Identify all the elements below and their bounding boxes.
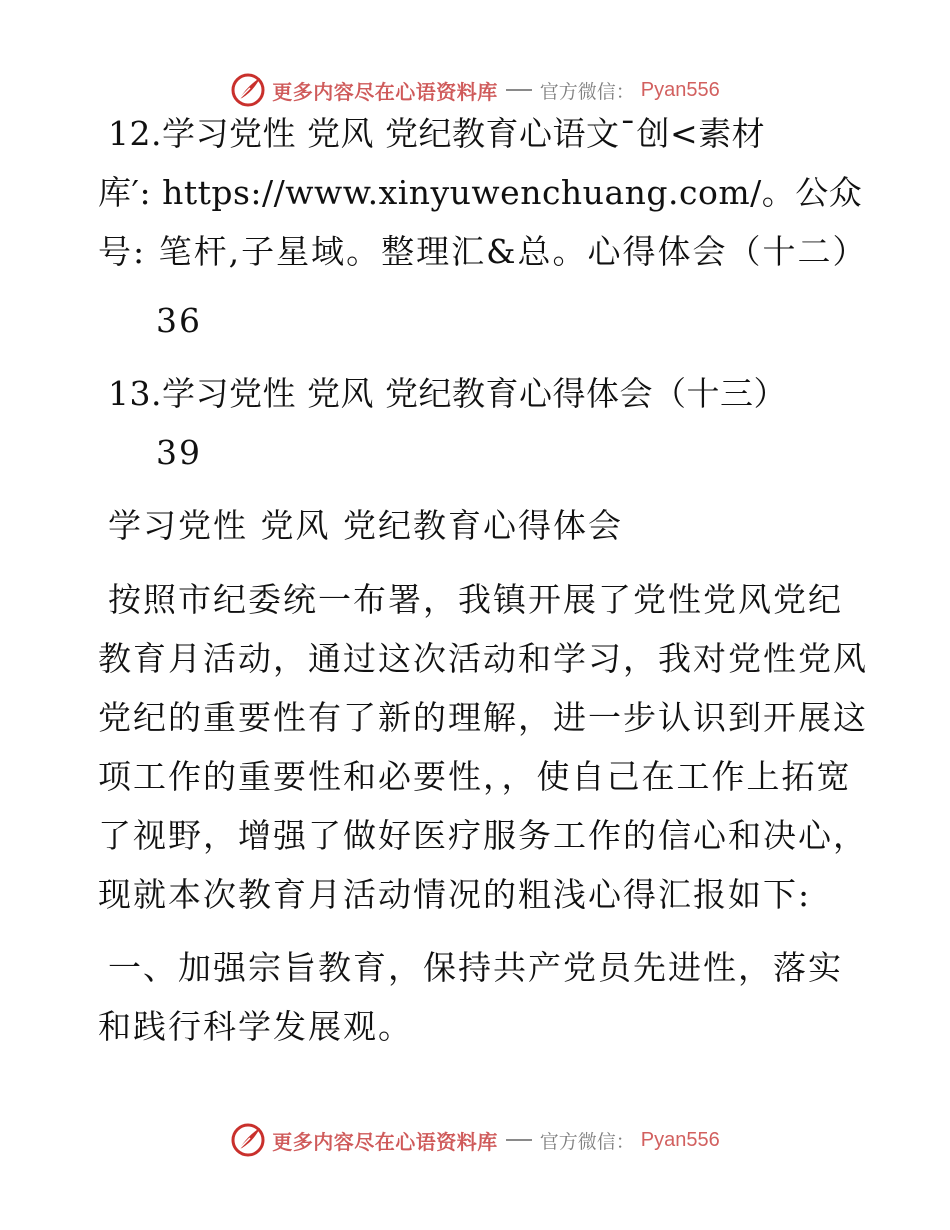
section-1-line-2: 和践行科学发展观。 — [98, 1007, 413, 1046]
watermark-wechat-id: Pyan556 — [640, 78, 720, 101]
toc-entry-12-line-3: 号: 笔杆,子星域。整理汇&总。心得体会（十二） — [98, 232, 868, 271]
watermark-banner-top — [0, 68, 950, 112]
watermark-banner-bottom — [0, 1118, 950, 1162]
toc-entry-12-line-1: 12.学习党性 党风 党纪教育心语文¯创<素材 — [108, 114, 766, 153]
toc-entry-13-page: 39 — [156, 433, 202, 472]
watermark-brand-text: 更多内容尽在心语资料库 — [272, 79, 498, 104]
watermark-official-label: 官方微信： — [539, 80, 635, 103]
paragraph-1-line-3: 党纪的重要性有了新的理解，进一步认识到开展这 — [98, 698, 868, 737]
watermark-dash — [506, 89, 532, 91]
toc-entry-12-line-2: 库′: https://www.xinyuwenchuang.com/。公众 — [98, 173, 863, 212]
paragraph-1-line-5: 了视野，增强了做好医疗服务工作的信心和决心， — [98, 816, 868, 855]
paragraph-1-line-1: 按照市纪委统一布署，我镇开展了党性党风党纪 — [108, 580, 843, 619]
watermark-dash — [506, 1139, 532, 1141]
watermark-official-label: 官方微信： — [539, 1130, 635, 1153]
watermark-brand-text: 更多内容尽在心语资料库 — [272, 1129, 498, 1154]
article-title: 学习党性 党风 党纪教育心得体会 — [108, 506, 623, 545]
feather-pen-logo-icon — [230, 1122, 266, 1158]
watermark-wechat-id: Pyan556 — [640, 1128, 720, 1151]
feather-pen-logo-icon — [230, 72, 266, 108]
toc-entry-12-page: 36 — [156, 301, 202, 340]
paragraph-1-line-2: 教育月活动，通过这次活动和学习，我对党性党风 — [98, 639, 868, 678]
toc-entry-13-line-1: 13.学习党性 党风 党纪教育心得体会（十三） — [108, 374, 787, 413]
paragraph-1-line-4: 项工作的重要性和必要性，，使自己在工作上拓宽 — [98, 757, 852, 796]
section-1-line-1: 一、加强宗旨教育，保持共产党员先进性，落实 — [108, 948, 843, 987]
paragraph-1-line-6: 现就本次教育月活动情况的粗浅心得汇报如下: — [98, 875, 812, 914]
